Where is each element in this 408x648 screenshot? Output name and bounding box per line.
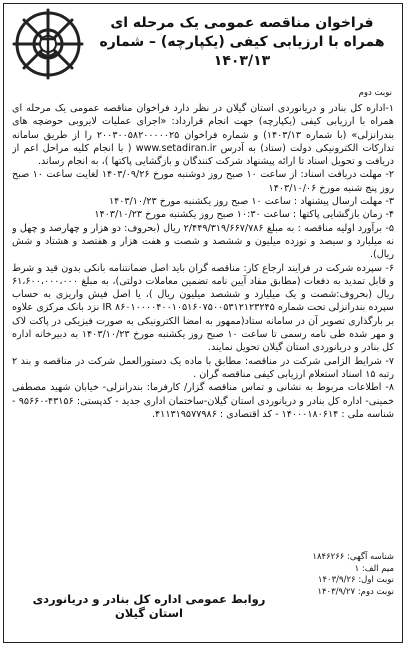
clause-2: ۲- مهلت دریافت اسناد: از ساعت ۱۰ صبح روز دوشنبه مورخ ۱۴۰۳/۰۹/۲۶ لغایت ساعت ۱۰ صبح روز پنج شنبه مورخ ۱۴۰۳/۱۰/۰۶ [12, 169, 394, 194]
second-print-date: ۱۴۰۳/۹/۲۷ [317, 586, 356, 597]
clause-1: ۱-اداره کل بنادر و دریانوردی استان گیلان در نظر دارد فراخوان مناقصه عمومی یک مرحله ای همراه با ارزیابی کیفی (یکپارچه) جهت انجام قرارداد: «اجرای عملیات لایروبی حوضچه های بندرانزلی» (با شماره ۱۴۰۳/۱۳) و شماره فراخوان ۲۰۰۳۰۰۵۸۲۰۰۰۰۰۲۵ را از طریق سامانه تدارکات الکترونیکی دولت (ستاد) به آدرس www.setadiran.ir ( با انجام کلیه مراحل اعم از دریافت و تحویل اسناد تا ارائه پیشنهاد شرکت کنندگان و بازگشایی پاکتها )، به انجام رساند. [12, 103, 394, 168]
ports-emblem-icon [12, 8, 84, 80]
notice-footer [4, 552, 402, 642]
ad-id-label: شناسه آگهی: [347, 552, 394, 562]
publication-info [312, 552, 394, 598]
clause-3: ۳- مهلت ارسال پیشنهاد : ساعت ۱۰ صبح روز یکشنبه مورخ ۱۴۰۳/۱۰/۲۳ [108, 196, 394, 208]
notice-title-line1: فراخوان مناقصه عمومی یک مرحله ای [110, 15, 374, 31]
second-print-row [312, 587, 394, 599]
notice-title [92, 14, 392, 71]
ad-id-row [312, 552, 394, 564]
clause-6: ۶- سپرده شرکت در فرایند ارجاع کار: مناقصه گران باید اصل ضمانتنامه بانکی بدون قید و شرط و قابل تمدید به دفعات (مطابق مفاد آیین نامه تضمین معاملات دولتی)، به مبلغ ۶۱،۶۰۰،۰۰۰،۰۰۰ ریال (بحروف:شصت و یک میلیارد و ششصد میلیون ریال )، یا اصل فیش واریزی به حساب سپرده بندرانزلی تحت شماره IR ۸۶۰۱۰۰۰۰۴۰۰۱۰۵۱۶۰۷۵۰۰۵۳۱۲۱۲۳۲۴۵ نزد بانک مرکزی علاوه بر بارگذاری تصویر آن در سامانه ستاد(ممهور به امضا الکترونیکی به صورت فیزیکی در پاکت لاک و مهر شده طی نامه رسمی تا ساعت ۱۰ صبح روز یکشنبه مورخ ۱۴۰۳/۱۰/۲۳ به دبیرخانه اداره کل بنادر و دریانوردی استان گیلان تحویل نمایند. [12, 262, 394, 354]
second-print-label: نوبت دوم: [357, 586, 394, 597]
tender-notice [3, 3, 403, 643]
clause-7: ۷- شرایط الزامی شرکت در مناقصه: مطابق با ماده یک دستورالعمل شرکت در مناقصه و بند ۲ رتبه ۱۵ اسناد استعلام ارزیابی کیفی مناقصه گران . [12, 355, 394, 380]
media-label: میم الف: [361, 563, 394, 574]
publication-round-label: نوبت دوم [358, 88, 392, 98]
first-print-label: نوبت اول: [358, 575, 394, 585]
first-print-date: ۱۴۰۳/۹/۲۶ [317, 575, 356, 585]
media-row [312, 564, 394, 576]
media-value: ۱ [354, 563, 360, 574]
clause-4: ۴- زمان بازگشایی پاکتها : ساعت ۱۰:۳۰ صبح روز یکشنبه مورخ ۱۴۰۳/۱۰/۲۳ [94, 209, 394, 221]
notice-header [4, 4, 402, 82]
first-print-row [312, 575, 394, 587]
notice-body [12, 102, 394, 552]
public-relations-signature: روابط عمومی اداره کل بنادر و دریانوردی استان گیلان [32, 592, 266, 620]
clause-5: ۵- برآورد اولیه مناقصه : به مبلغ ۲/۴۴۹/۳۱۹/۶۶۷/۷۸۶ ریال (بحروف: دو هزار و چهارصد و چهل و نه میلیارد و سیصد و نوزده میلیون و ششصد و شصت و هفت هزار و هفتصد و هشتاد و شش ریال). [12, 222, 394, 261]
clause-8: ۸- اطلاعات مربوط به نشانی و تماس مناقصه گزار/ کارفرما: بندرانزلی- خیابان شهید مصطفی خمینی- اداره کل بنادر و دریانوردی استان گیلان-ساختمان اداری جدید - کدپستی: ۴۳۱۵۶-۹۵۶۶۰ - شناسه ملی : ۱۴۰۰۰۱۸۰۶۱۴ - کد اقتصادی : ۴۱۱۳۱۹۵۷۷۹۸۶. [12, 382, 394, 420]
ad-id-value: ۱۸۴۶۲۶۶ [312, 552, 345, 562]
notice-title-line2: همراه با ارزیابی کیفی (یکپارچه) – شماره ۱۴۰۳/۱۳ [99, 34, 385, 69]
